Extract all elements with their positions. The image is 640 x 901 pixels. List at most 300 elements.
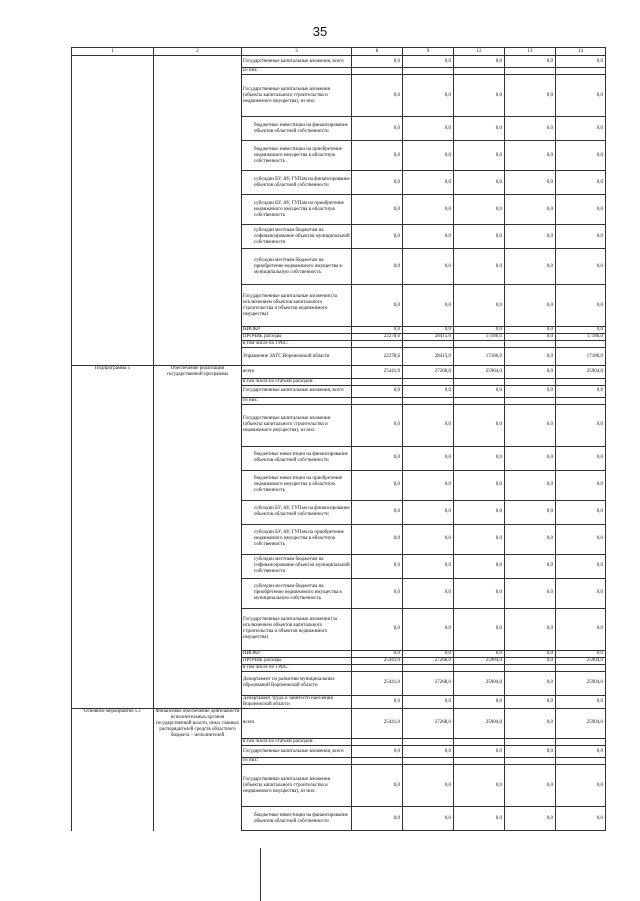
amount-cell: 0,0 — [352, 650, 403, 657]
program-code-cell — [72, 225, 154, 249]
program-code-cell — [72, 608, 154, 650]
amount-cell: 0,0 — [454, 807, 505, 831]
program-code-cell — [72, 195, 154, 225]
amount-cell — [403, 397, 454, 404]
amount-cell: 0,0 — [556, 524, 606, 554]
column-divider-line — [260, 848, 261, 901]
program-title-cell — [154, 746, 242, 758]
amount-cell — [403, 378, 454, 385]
amount-cell: 0,0 — [403, 470, 454, 500]
amount-cell: 0,0 — [454, 746, 505, 758]
amount-cell: 0,0 — [454, 554, 505, 578]
amount-cell: 0,0 — [454, 524, 505, 554]
expense-item-cell: НИОКР — [242, 650, 352, 657]
amount-cell: 0,0 — [403, 524, 454, 554]
amount-cell: 25441,0 — [352, 366, 403, 379]
expense-item-cell: из них: — [242, 68, 352, 75]
amount-cell: 0,0 — [454, 695, 505, 708]
program-code-cell — [72, 378, 154, 385]
expense-item-cell: субсидии БУ, АУ, ГУПам на приобретение недвижимого имущества в областную собственность — [242, 524, 352, 554]
expense-item-cell: всего — [242, 708, 352, 739]
amount-cell: 0,0 — [352, 385, 403, 397]
table-row — [72, 765, 606, 807]
program-code-cell — [72, 657, 154, 664]
amount-cell: 0,0 — [556, 195, 606, 225]
table-row — [72, 524, 606, 554]
expense-item-cell: из них: — [242, 397, 352, 404]
expense-item-cell: субсидии БУ, АУ, ГУПам на приобретение недвижимого имущества в областную собственность — [242, 195, 352, 225]
amount-cell: 0,0 — [454, 578, 505, 608]
amount-cell: 25441,0 — [352, 657, 403, 664]
program-code-cell — [72, 664, 154, 671]
amount-cell: 0,0 — [454, 141, 505, 171]
program-code-cell — [72, 68, 154, 75]
amount-cell: 0,0 — [505, 56, 556, 68]
amount-cell — [352, 397, 403, 404]
amount-cell: 0,0 — [556, 225, 606, 249]
program-title-cell — [154, 334, 242, 341]
amount-cell: 0,0 — [556, 500, 606, 524]
amount-cell: 0,0 — [352, 404, 403, 446]
amount-cell: 0,0 — [505, 117, 556, 141]
program-title-cell — [154, 75, 242, 117]
amount-cell: 0,0 — [556, 141, 606, 171]
amount-cell: 25904,0 — [454, 366, 505, 379]
program-title-cell — [154, 141, 242, 171]
amount-cell: 0,0 — [403, 171, 454, 195]
expense-item-cell: субсидии местным бюджетам на приобретение недвижимого имущества в муниципальную собственность — [242, 249, 352, 285]
expense-item-cell: в том числе по ГРБС: — [242, 664, 352, 671]
expense-item-cell: Государственные капитальные вложения (объекты капитального строительства и недвижимого имущества), из них: — [242, 765, 352, 807]
amount-cell: 0,0 — [454, 500, 505, 524]
amount-cell — [403, 68, 454, 75]
expense-item-cell: Управление ЗАГС Воронежской области — [242, 348, 352, 366]
amount-cell: 0,0 — [454, 225, 505, 249]
table-row — [72, 578, 606, 608]
amount-cell: 0,0 — [556, 404, 606, 446]
program-title-cell — [154, 671, 242, 695]
table-row — [72, 746, 606, 758]
program-code-cell — [72, 650, 154, 657]
amount-cell: 0,0 — [352, 695, 403, 708]
program-code-cell — [72, 334, 154, 341]
program-code-cell: Основное мероприятие 5.1 — [72, 708, 154, 739]
expense-item-cell: субсидии местным бюджетам на софинансирование объектов муниципальной собственности — [242, 554, 352, 578]
amount-cell: 22278,6 — [352, 348, 403, 366]
amount-cell: 0,0 — [352, 608, 403, 650]
amount-cell: 0,0 — [556, 650, 606, 657]
expense-item-cell: в том числе по статьям расходов: — [242, 739, 352, 746]
amount-cell: 27268,0 — [403, 708, 454, 739]
amount-cell — [505, 739, 556, 746]
amount-cell: 27268,0 — [403, 671, 454, 695]
amount-cell: 0,0 — [352, 249, 403, 285]
amount-cell — [454, 341, 505, 348]
header-cell: 13 — [505, 48, 556, 56]
program-code-cell — [72, 285, 154, 327]
expense-item-cell: бюджетные инвестиции на финансирование объектов областной собственности — [242, 446, 352, 470]
amount-cell: 25904,0 — [556, 366, 606, 379]
program-code-cell — [72, 524, 154, 554]
program-code-cell — [72, 404, 154, 446]
table-row — [72, 385, 606, 397]
amount-cell: 0,0 — [454, 470, 505, 500]
amount-cell — [403, 664, 454, 671]
expense-item-cell: Государственные капитальные вложения, всего — [242, 56, 352, 68]
amount-cell: 0,0 — [352, 56, 403, 68]
program-title-cell — [154, 117, 242, 141]
amount-cell: 0,0 — [505, 285, 556, 327]
amount-cell: 0,0 — [454, 765, 505, 807]
amount-cell: 0,0 — [556, 446, 606, 470]
amount-cell: 0,0 — [505, 385, 556, 397]
table-row — [72, 664, 606, 671]
amount-cell — [352, 758, 403, 765]
amount-cell: 17186,0 — [556, 348, 606, 366]
amount-cell — [505, 397, 556, 404]
amount-cell: 0,0 — [403, 650, 454, 657]
amount-cell — [556, 758, 606, 765]
amount-cell: 0,0 — [505, 327, 556, 334]
header-cell: 8 — [352, 48, 403, 56]
amount-cell: 0,0 — [454, 171, 505, 195]
amount-cell: 0,0 — [454, 75, 505, 117]
amount-cell — [403, 739, 454, 746]
amount-cell: 0,0 — [454, 249, 505, 285]
amount-cell: 0,0 — [352, 327, 403, 334]
amount-cell: 0,0 — [505, 807, 556, 831]
program-title-cell — [154, 348, 242, 366]
amount-cell: 0,0 — [505, 746, 556, 758]
amount-cell — [454, 378, 505, 385]
amount-cell — [454, 664, 505, 671]
amount-cell: 0,0 — [352, 746, 403, 758]
program-title-cell — [154, 341, 242, 348]
expense-item-cell: в том числе по ГРБС: — [242, 341, 352, 348]
amount-cell: 28415,0 — [403, 334, 454, 341]
program-title-cell: Финансовое обеспечение деятельности исполнительных органов государственной власти, иных главных распорядителей средств областного бюджета – исполнителей — [154, 708, 242, 739]
expense-item-cell: субсидии местным бюджетам на софинансирование объектов муниципальной собственности — [242, 225, 352, 249]
amount-cell: 0,0 — [556, 171, 606, 195]
amount-cell: 0,0 — [352, 578, 403, 608]
amount-cell: 17186,0 — [454, 334, 505, 341]
program-title-cell — [154, 397, 242, 404]
program-title-cell — [154, 554, 242, 578]
expense-item-cell: бюджетные инвестиции на финансирование объектов областной собственности — [242, 807, 352, 831]
program-code-cell — [72, 554, 154, 578]
amount-cell: 0,0 — [505, 470, 556, 500]
expense-item-cell: всего — [242, 366, 352, 379]
amount-cell: 17186,0 — [556, 334, 606, 341]
table-row — [72, 75, 606, 117]
amount-cell: 0,0 — [352, 195, 403, 225]
table-row — [72, 758, 606, 765]
table-row — [72, 327, 606, 334]
amount-cell: 0,0 — [505, 671, 556, 695]
amount-cell: 0,0 — [403, 195, 454, 225]
program-code-cell — [72, 385, 154, 397]
program-code-cell — [72, 348, 154, 366]
expense-item-cell: Департамент по развитию муниципальных образований Воронежской области — [242, 671, 352, 695]
amount-cell: 0,0 — [505, 171, 556, 195]
amount-cell: 0,0 — [403, 117, 454, 141]
amount-cell: 0,0 — [556, 746, 606, 758]
amount-cell — [556, 397, 606, 404]
expense-item-cell: бюджетные инвестиции на финансирование объектов областной собственности — [242, 117, 352, 141]
program-title-cell — [154, 56, 242, 68]
amount-cell: 0,0 — [505, 404, 556, 446]
amount-cell: 27268,0 — [403, 366, 454, 379]
program-title-cell — [154, 695, 242, 708]
program-title-cell — [154, 739, 242, 746]
program-code-cell — [72, 695, 154, 708]
program-code-cell — [72, 171, 154, 195]
amount-cell: 25904,0 — [454, 671, 505, 695]
amount-cell: 0,0 — [505, 765, 556, 807]
amount-cell — [556, 739, 606, 746]
table-body — [72, 56, 606, 831]
amount-cell: 0,0 — [505, 225, 556, 249]
amount-cell: 0,0 — [403, 249, 454, 285]
amount-cell: 0,0 — [352, 285, 403, 327]
table-row — [72, 56, 606, 68]
amount-cell: 0,0 — [403, 446, 454, 470]
amount-cell — [352, 68, 403, 75]
amount-cell: 0,0 — [505, 657, 556, 664]
amount-cell: 0,0 — [403, 500, 454, 524]
table-row — [72, 171, 606, 195]
table-row — [72, 341, 606, 348]
budget-table — [71, 47, 606, 831]
amount-cell: 25904,0 — [454, 708, 505, 739]
expense-item-cell: Государственные капитальные вложения, всего — [242, 746, 352, 758]
table-row — [72, 249, 606, 285]
amount-cell: 0,0 — [454, 117, 505, 141]
expense-item-cell: субсидии БУ, АУ, ГУПам на финансирование объектов областной собственности — [242, 171, 352, 195]
expense-item-cell: бюджетные инвестиции на приобретение недвижимого имущества в областную собственность — [242, 470, 352, 500]
expense-item-cell: ПРОЧИЕ расходы — [242, 657, 352, 664]
header-cell: 3 — [242, 48, 352, 56]
amount-cell — [505, 68, 556, 75]
expense-item-cell: из них: — [242, 758, 352, 765]
program-title-cell — [154, 385, 242, 397]
amount-cell: 0,0 — [352, 225, 403, 249]
amount-cell — [352, 739, 403, 746]
amount-cell: 25441,0 — [352, 671, 403, 695]
amount-cell: 0,0 — [454, 195, 505, 225]
program-title-cell — [154, 524, 242, 554]
expense-item-cell: НИОКР — [242, 327, 352, 334]
program-code-cell — [72, 500, 154, 524]
amount-cell: 25904,0 — [556, 671, 606, 695]
amount-cell: 27268,0 — [403, 657, 454, 664]
amount-cell — [403, 758, 454, 765]
expense-item-cell: субсидии БУ, АУ, ГУПам на финансирование объектов областной собственности — [242, 500, 352, 524]
program-title-cell — [154, 171, 242, 195]
table-row — [72, 117, 606, 141]
program-title-cell — [154, 758, 242, 765]
amount-cell: 0,0 — [556, 554, 606, 578]
program-code-cell — [72, 578, 154, 608]
table-row — [72, 378, 606, 385]
amount-cell: 0,0 — [556, 249, 606, 285]
amount-cell: 0,0 — [403, 141, 454, 171]
amount-cell: 0,0 — [454, 285, 505, 327]
amount-cell: 22278,6 — [352, 334, 403, 341]
header-cell: 14 — [556, 48, 606, 56]
amount-cell: 0,0 — [505, 446, 556, 470]
amount-cell: 0,0 — [454, 650, 505, 657]
amount-cell: 0,0 — [556, 385, 606, 397]
program-code-cell — [72, 807, 154, 831]
amount-cell: 17186,0 — [454, 348, 505, 366]
program-title-cell — [154, 225, 242, 249]
amount-cell — [505, 664, 556, 671]
amount-cell: 0,0 — [352, 470, 403, 500]
program-code-cell — [72, 671, 154, 695]
program-code-cell — [72, 746, 154, 758]
program-title-cell — [154, 68, 242, 75]
table-row — [72, 739, 606, 746]
amount-cell: 0,0 — [454, 56, 505, 68]
table-row — [72, 807, 606, 831]
amount-cell: 28415,0 — [403, 348, 454, 366]
amount-cell: 0,0 — [556, 117, 606, 141]
amount-cell: 0,0 — [556, 608, 606, 650]
amount-cell — [454, 739, 505, 746]
amount-cell: 0,0 — [556, 285, 606, 327]
amount-cell: 0,0 — [352, 171, 403, 195]
table-row — [72, 695, 606, 708]
amount-cell: 0,0 — [556, 695, 606, 708]
program-title-cell — [154, 650, 242, 657]
amount-cell: 0,0 — [352, 141, 403, 171]
amount-cell: 0,0 — [505, 554, 556, 578]
table-row — [72, 397, 606, 404]
amount-cell: 0,0 — [454, 327, 505, 334]
expense-item-cell: в том числе по статьям расходов: — [242, 378, 352, 385]
program-title-cell — [154, 195, 242, 225]
program-code-cell — [72, 341, 154, 348]
header-cell: 2 — [154, 48, 242, 56]
amount-cell: 0,0 — [505, 141, 556, 171]
table-row — [72, 671, 606, 695]
expense-item-cell: Государственные капитальные вложения (объекты капитального строительства и недвижимого имущества), из них: — [242, 404, 352, 446]
program-title-cell: Обеспечение реализации государственной программы — [154, 366, 242, 379]
amount-cell: 0,0 — [556, 327, 606, 334]
table-row — [72, 608, 606, 650]
table-row — [72, 500, 606, 524]
amount-cell: 25904,0 — [556, 708, 606, 739]
amount-cell: 0,0 — [403, 578, 454, 608]
program-code-cell — [72, 397, 154, 404]
amount-cell: 0,0 — [352, 500, 403, 524]
amount-cell: 0,0 — [352, 765, 403, 807]
amount-cell: 0,0 — [352, 117, 403, 141]
program-code-cell — [72, 117, 154, 141]
table-row — [72, 470, 606, 500]
amount-cell: 0,0 — [505, 195, 556, 225]
table-row — [72, 554, 606, 578]
amount-cell — [505, 378, 556, 385]
table-row — [72, 334, 606, 341]
program-title-cell — [154, 378, 242, 385]
table-row — [72, 225, 606, 249]
amount-cell: 0,0 — [352, 554, 403, 578]
amount-cell: 0,0 — [505, 249, 556, 285]
amount-cell: 0,0 — [505, 650, 556, 657]
amount-cell: 0,0 — [556, 56, 606, 68]
program-code-cell — [72, 446, 154, 470]
table-row — [72, 404, 606, 446]
table-row — [72, 708, 606, 739]
table-row — [72, 650, 606, 657]
amount-cell: 0,0 — [454, 404, 505, 446]
amount-cell: 0,0 — [556, 807, 606, 831]
amount-cell: 0,0 — [505, 695, 556, 708]
amount-cell — [454, 758, 505, 765]
expense-item-cell: Государственные капитальные вложения (за исключением объектов капитального строительства и объектов недвижимого имущества) — [242, 608, 352, 650]
program-title-cell — [154, 765, 242, 807]
amount-cell — [505, 758, 556, 765]
amount-cell: 0,0 — [505, 500, 556, 524]
program-title-cell — [154, 446, 242, 470]
amount-cell: 0,0 — [403, 225, 454, 249]
amount-cell: 0,0 — [403, 285, 454, 327]
program-title-cell — [154, 657, 242, 664]
amount-cell: 0,0 — [505, 608, 556, 650]
page-number: 35 — [312, 24, 328, 39]
amount-cell — [352, 664, 403, 671]
program-code-cell — [72, 327, 154, 334]
program-code-cell — [72, 141, 154, 171]
amount-cell: 0,0 — [556, 470, 606, 500]
amount-cell — [505, 341, 556, 348]
amount-cell: 0,0 — [454, 446, 505, 470]
expense-item-cell: бюджетные инвестиции на приобретение недвижимого имущества в областную собственность — [242, 141, 352, 171]
amount-cell: 0,0 — [454, 385, 505, 397]
program-code-cell — [72, 249, 154, 285]
amount-cell: 0,0 — [403, 327, 454, 334]
program-title-cell — [154, 500, 242, 524]
amount-cell: 0,0 — [352, 524, 403, 554]
program-title-cell — [154, 578, 242, 608]
amount-cell: 0,0 — [403, 695, 454, 708]
table-row — [72, 141, 606, 171]
header-cell: 12 — [454, 48, 505, 56]
amount-cell: 0,0 — [556, 578, 606, 608]
amount-cell: 25904,0 — [556, 657, 606, 664]
amount-cell: 0,0 — [403, 765, 454, 807]
amount-cell: 25441,0 — [352, 708, 403, 739]
program-code-cell — [72, 739, 154, 746]
amount-cell: 0,0 — [403, 554, 454, 578]
amount-cell: 0,0 — [505, 366, 556, 379]
amount-cell — [556, 378, 606, 385]
amount-cell: 0,0 — [403, 404, 454, 446]
amount-cell: 0,0 — [403, 746, 454, 758]
amount-cell — [352, 378, 403, 385]
program-title-cell — [154, 327, 242, 334]
expense-item-cell: Департамент труда и занятости населения Воронежской области — [242, 695, 352, 708]
amount-cell: 0,0 — [403, 807, 454, 831]
amount-cell — [454, 397, 505, 404]
program-title-cell — [154, 404, 242, 446]
amount-cell: 0,0 — [352, 446, 403, 470]
table-row — [72, 657, 606, 664]
header-cell: 1 — [72, 48, 154, 56]
amount-cell: 0,0 — [556, 765, 606, 807]
